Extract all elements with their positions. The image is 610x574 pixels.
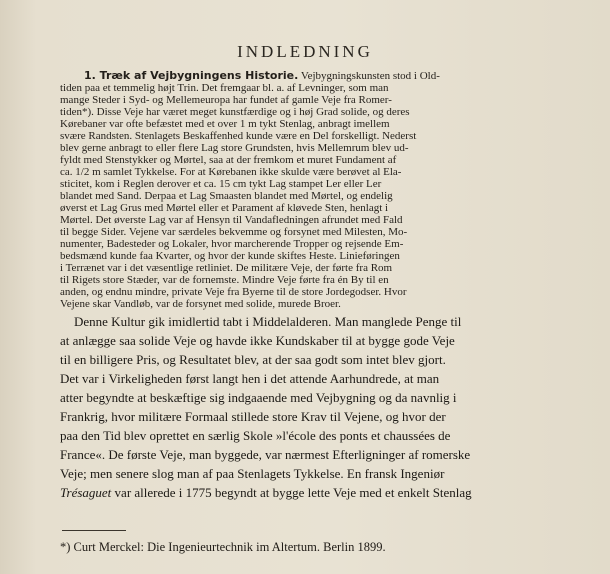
text-line: svære Randsten. Stenlagets Beskaffenhed kunde være en Del forskelligt. Nederst — [60, 130, 417, 142]
text-line: anden, og endnu mindre, private Veje fra Byerne til de store Jordegodser. Hvor — [60, 286, 407, 298]
footnote-divider — [62, 530, 126, 531]
text-line: at anlægge saa solide Veje og havde ikke Kundskaber til at bygge gode Veje — [60, 333, 455, 348]
text-line: ca. 1/2 m samlet Tykkelse. For at Kørebanen ikke skulde være berøvet al Ela- — [60, 166, 402, 178]
text-line: Denne Kultur gik imidlertid tabt i Middelalderen. Man manglede Penge til — [74, 314, 462, 329]
text-line: Kørebaner var ofte befæstet med et over 1 m tykt Stenlag, anbragt imellem — [60, 118, 390, 130]
text-line: til Rigets store Stæder, var de fornemste. Mindre Veje førte fra én By til en — [60, 274, 389, 286]
text-line: paa den Tid blev oprettet en særlig Skole »l'école des ponts et chaussées de — [60, 428, 451, 443]
text-line: blev gerne anbragt to eller flere Lag store Grundsten, hvis Mellemrum blev ud- — [60, 142, 409, 154]
text-line: til begge Sider. Vejene var særdeles bekvemme og forsynet med Milesten, Mo- — [60, 226, 408, 238]
paragraph-1 — [60, 70, 550, 310]
text-line: numenter, Badesteder og Lokaler, hvor marcherende Tropper og rejsende Em- — [60, 238, 404, 250]
paragraph-2 — [60, 312, 550, 502]
text-line: mange Steder i Syd- og Mellemeuropa har fundet af gamle Veje fra Romer- — [60, 94, 392, 106]
text-line: fyldt med Stenstykker og Mørtel, saa at der fremkom et muret Fundament af — [60, 154, 397, 166]
text-line — [60, 70, 550, 82]
text-line — [60, 483, 550, 502]
text-line: Vejene skar Vandløb, var de forsynet med solide, murede Broer. — [60, 298, 341, 310]
text-line: sticitet, kom i Reglen derover et ca. 15 cm tykt Lag stampet Ler eller Ler — [60, 178, 382, 190]
text-line-part: var allerede i 1775 begyndt at bygge lette Veje med et enkelt Stenlag — [111, 485, 472, 500]
text-line: bedsmænd kunde faa Kvarter, og hvor der kunde skiftes Heste. Linieføringen — [60, 250, 400, 262]
text-line: tiden paa et temmelig højt Trin. Det fremgaar bl. a. af Levninger, som man — [60, 82, 389, 94]
text-line: Frankrig, hvor militære Formaal stillede store Krav til Vejene, og hvor der — [60, 409, 446, 424]
text-line: til en billigere Pris, og Resultatet blev, at der saa godt som intet blev gjort. — [60, 352, 446, 367]
body-text — [60, 70, 550, 502]
footnote: *) Curt Merckel: Die Ingenieurtechnik im Altertum. Berlin 1899. — [60, 540, 386, 554]
text-line: øverst et Lag Grus med Mørtel eller et Parament af kløvede Sten, henlagt i — [60, 202, 389, 214]
text-line: Veje; men senere slog man af paa Stenlagets Tykkelse. En fransk Ingeniør — [60, 466, 445, 481]
engineer-name: Trésaguet — [60, 485, 112, 500]
text-line: i Terrænet var i det væsentlige retliniet. De militære Veje, der førte fra Rom — [60, 262, 393, 274]
text-line: France«. De første Veje, man byggede, var nærmest Efterligninger af romerske — [60, 447, 471, 462]
chapter-heading: INDLEDNING — [237, 42, 373, 61]
text-line-part: Vejbygningskunsten stod i Old- — [298, 70, 440, 82]
text-line: blandet med Sand. Derpaa et Lag Smaasten blandet med Mørtel, og endelig — [60, 190, 393, 202]
text-line: atter begyndte at beskæftige sig indgaaende med Vejbygning og da navnlig i — [60, 390, 457, 405]
text-line: Mørtel. Det øverste Lag var af Hensyn til Vandafledningen afrundet med Fald — [60, 214, 403, 226]
text-line: Det var i Virkeligheden først langt hen i det attende Aarhundrede, at man — [60, 371, 440, 386]
section-lead: 1. Træk af Vejbygningens Historie. — [84, 70, 299, 82]
text-line: tiden*). Disse Veje har været meget kunstfærdige og i høj Grad solide, og deres — [60, 106, 410, 118]
